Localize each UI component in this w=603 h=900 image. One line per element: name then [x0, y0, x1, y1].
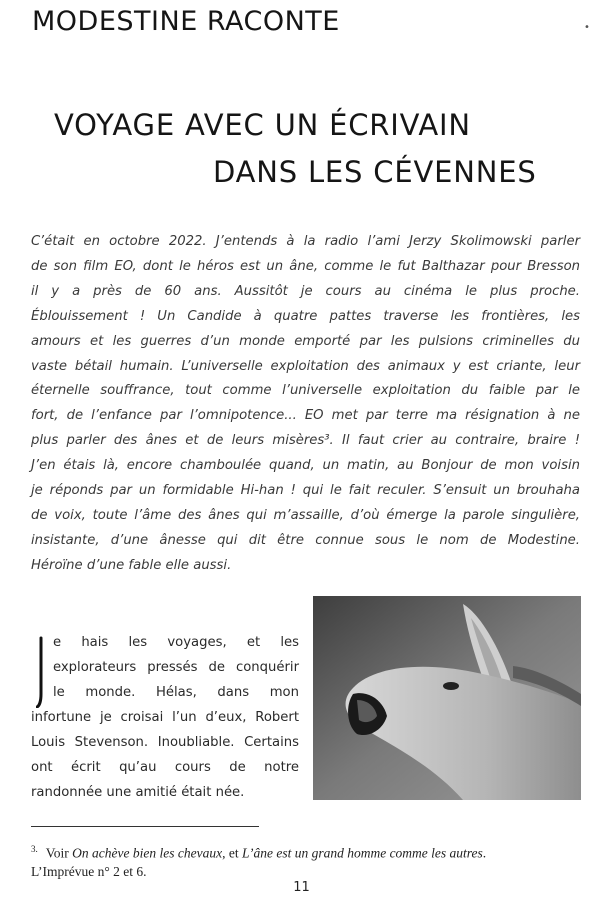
intro-line: C’était en octobre 2022. J’entends à la radio l’ami Jerzy Skolimowski parler	[31, 234, 580, 249]
intro-line: je réponds par un formidable Hi-han ! qui le fait reculer. S’ensuit un brouhaha	[31, 483, 580, 499]
footnote-book-title: L’âne est un grand homme comme les autres	[241, 845, 483, 861]
title-line-1: VOYAGE AVEC UN ÉCRIVAIN	[54, 108, 471, 142]
donkey-illustration	[313, 596, 581, 800]
intro-line: de son film EO, dont le héros est un âne, comme le fut Balthazar pour Bresson	[31, 258, 580, 274]
intro-line: éternelle souffrance, tout comme l’universelle exploitation du faible par le	[31, 383, 580, 399]
intro-line: il y a près de 60 ans. Aussitôt je cours au cinéma le plus proche.	[31, 283, 580, 299]
story-line: Louis Stevenson. Inoubliable. Certains	[31, 735, 299, 750]
corner-mark: •	[584, 22, 590, 33]
story-line: e hais les voyages, et les	[53, 635, 299, 650]
story-line: infortune je croisai l’un d’eux, Robert	[31, 710, 299, 725]
footnote-line-2: L’Imprévue n° 2 et 6.	[31, 863, 147, 879]
intro-paragraph	[31, 230, 580, 579]
intro-line: amours et les guerres d’un monde emporté par les pulsions criminelles du	[31, 333, 580, 349]
title-line-2: DANS LES CÉVENNES	[213, 155, 537, 189]
story-line: ont écrit qu’au cours de notre	[31, 760, 299, 775]
story-line: explorateurs pressés de conquérir	[53, 660, 299, 675]
intro-line: vaste bétail humain. L’universelle exploitation des animaux y est criante, leur	[31, 358, 580, 374]
footnote-divider	[31, 826, 259, 827]
intro-line: Héroïne d’une fable elle aussi.	[31, 557, 232, 573]
footnote-book-title: On achève bien les chevaux	[72, 845, 223, 861]
footnote-text: .	[482, 845, 487, 861]
footnote	[31, 840, 580, 881]
intro-line: fort, de l’enfance par l’omnipotence... EO met par terre ma résignation à ne	[31, 408, 580, 424]
footnote-marker: 3.	[31, 844, 38, 854]
story-paragraph	[31, 630, 299, 805]
footnote-text: Voir	[45, 845, 73, 861]
intro-line: insistante, d’une ânesse qui dit être connue sous le nom de Modestine.	[31, 532, 580, 548]
intro-line: Éblouissement ! Un Candide à quatre pattes traverse les frontières, les	[31, 308, 580, 324]
donkey-photo	[313, 596, 581, 800]
page-number: 11	[293, 880, 310, 895]
intro-line: J’en étais là, encore chamboulée quand, un matin, au Bonjour de mon voisin	[31, 458, 580, 474]
intro-line: plus parler des ânes et de leurs misères³. Il faut crier au contraire, braire !	[31, 433, 580, 449]
story-line: randonnée une amitié était née.	[31, 785, 245, 800]
footnote-text: , et	[222, 845, 242, 861]
intro-line: de voix, toute l’âme des ânes qui m’assaille, d’où émerge la parole singulière,	[31, 507, 580, 523]
page-header: MODESTINE RACONTE	[32, 6, 340, 37]
story-line: le monde. Hélas, dans mon	[53, 685, 299, 700]
